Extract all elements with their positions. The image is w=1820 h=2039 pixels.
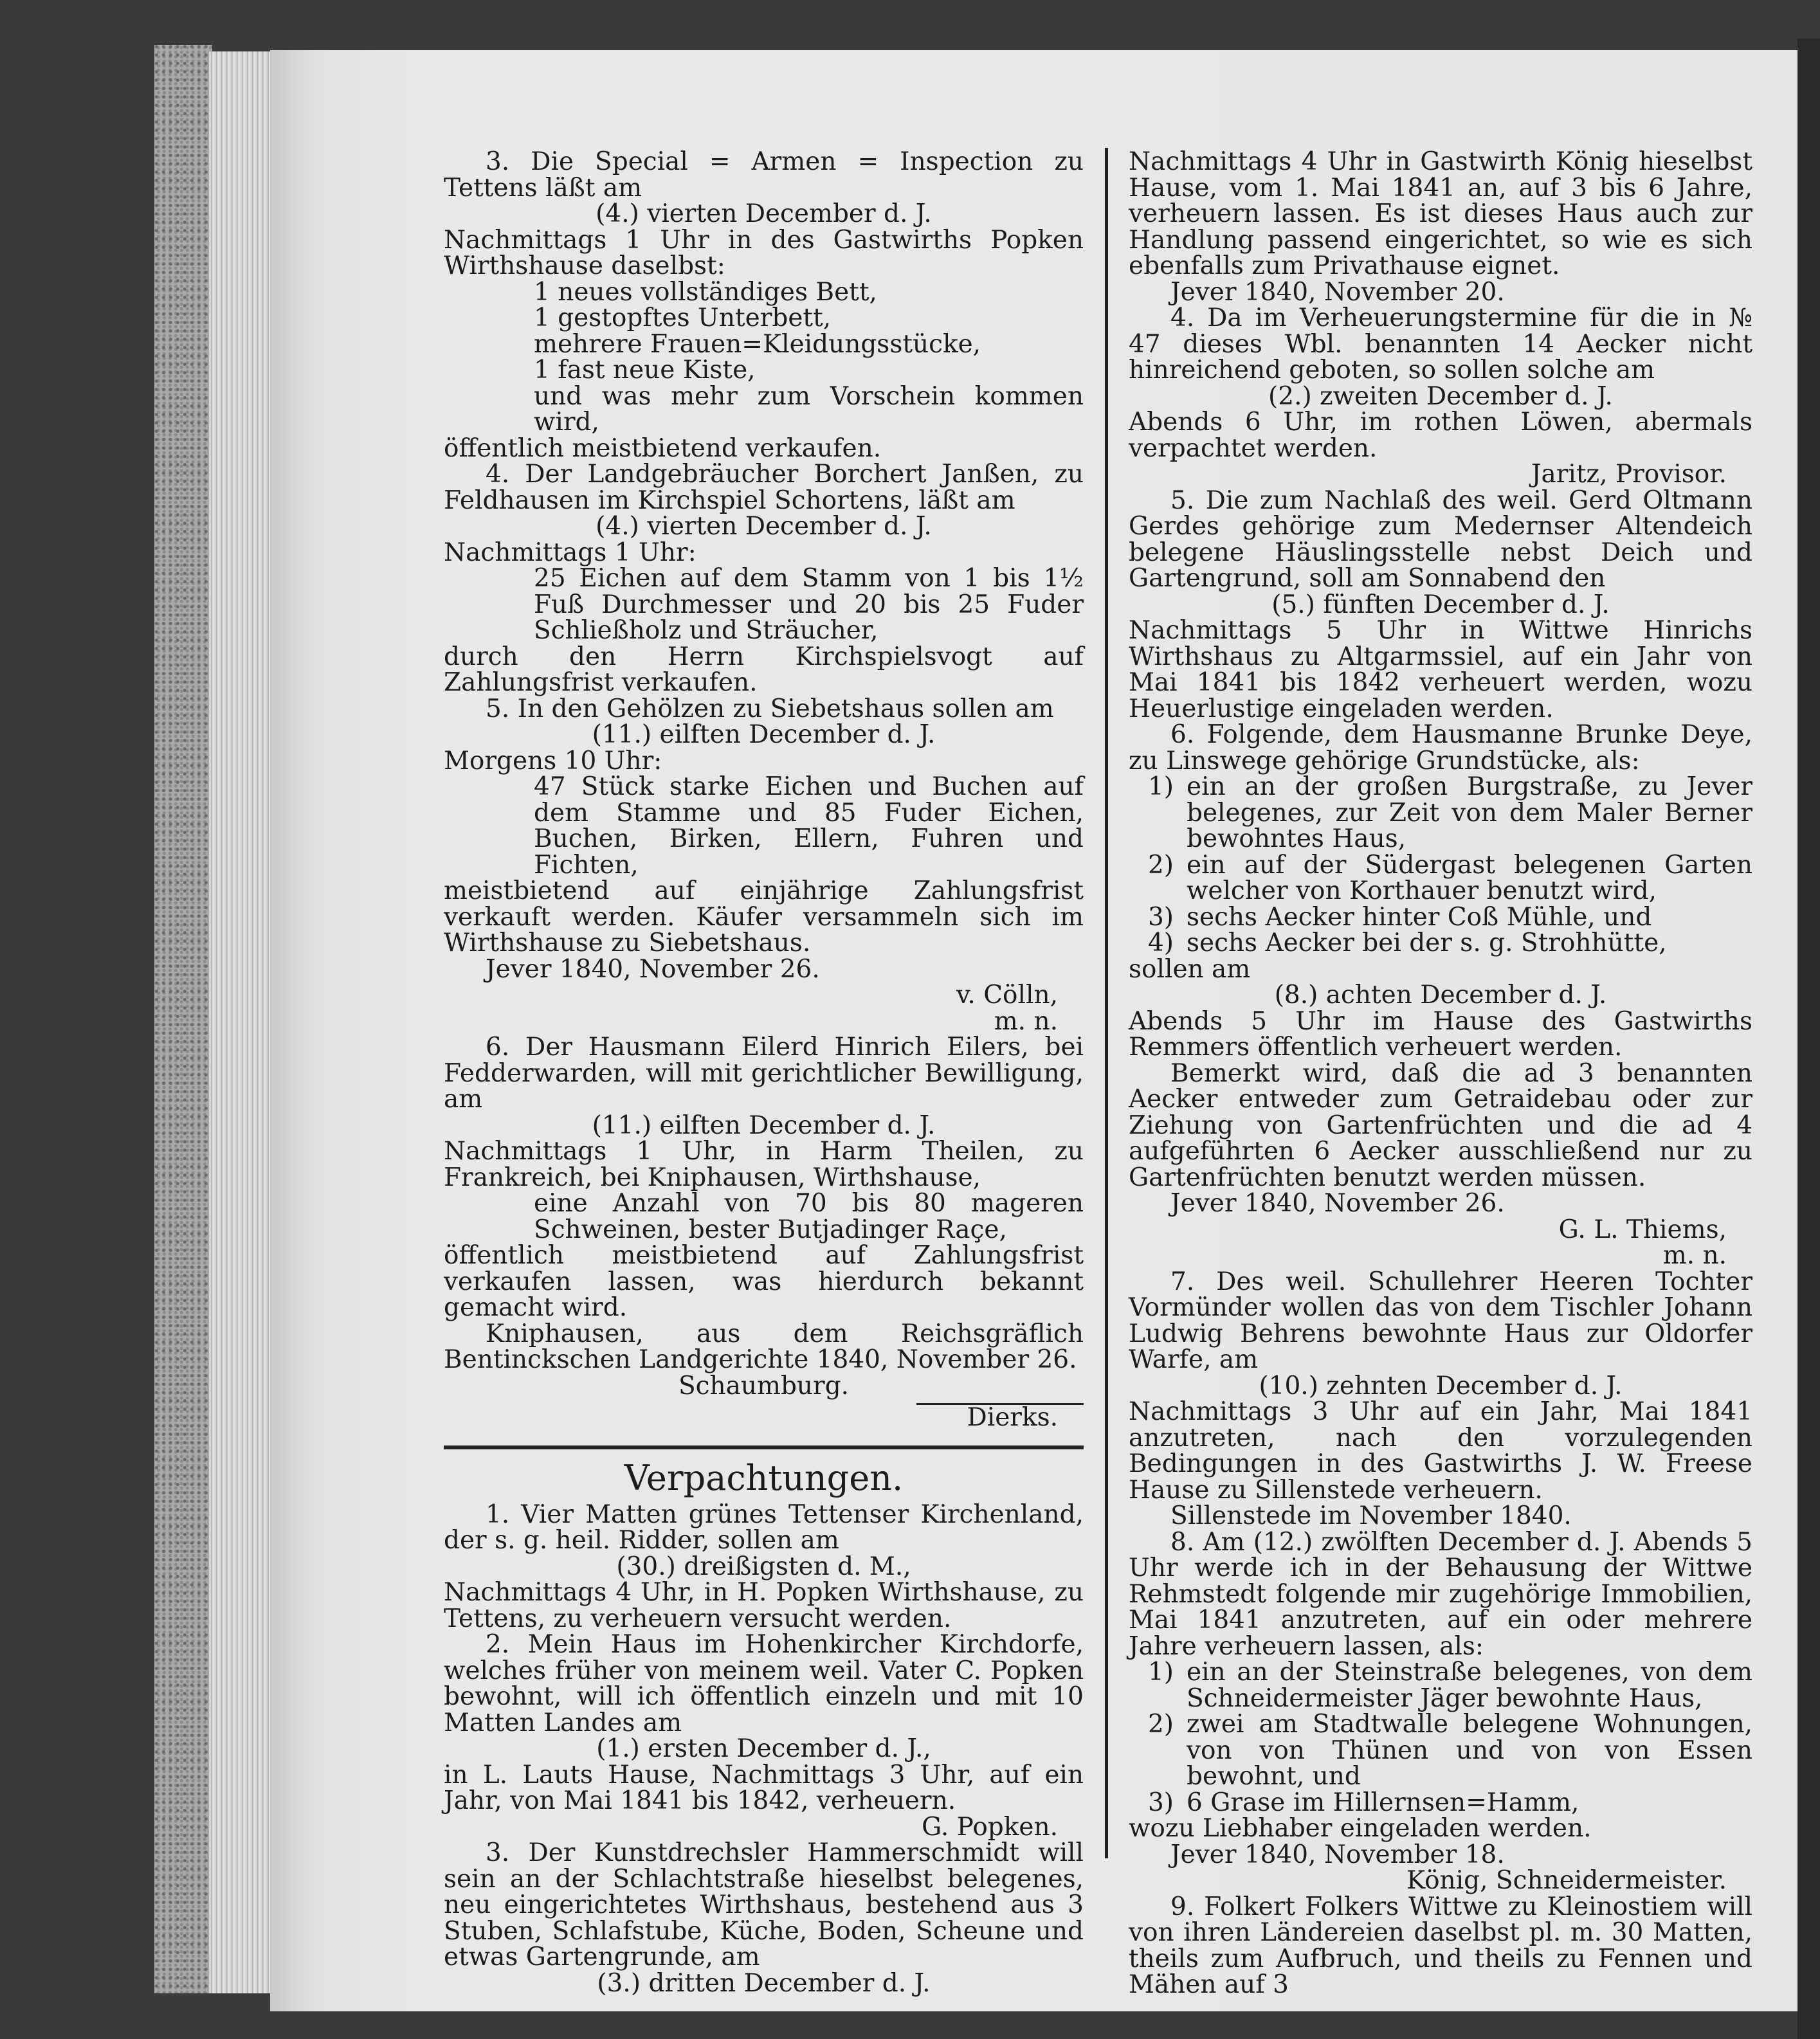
paragraph: 9. Folkert Folkers Wittwe zu Kleinostiem will von ihren Ländereien daselbst pl. m. 30 Matten, theils zum Aufbruch, und theils zu Fennen und Mähen auf 3 <box>1129 1892 1752 1999</box>
item-number: 3) <box>1147 902 1174 932</box>
paragraph-continuation: Nachmittags 4 Uhr in Gastwirth König hieselbst Hause, vom 1. Mai 1841 an, auf 3 bis 6 Jahre, verheuern lassen. Es ist dieses Haus auch zur Handlung passend eingerichtet, so wie es sich ebenfalls zum Privathause eignet. <box>1129 147 1752 280</box>
indented-line: mehrere Frauen=Kleidungsstücke, <box>534 329 981 359</box>
paragraph: Jever 1840, November 26. <box>486 954 820 984</box>
item-number: 1) <box>1147 772 1174 801</box>
paragraph: Bemerkt wird, daß die ad 3 benannten Aecker entweder zum Getraidebau oder zur Ziehung von Gartenfrüchten und die ad 4 aufgeführten 6 Aecker ausschließend nur zu Gartenfrüchten benutzt werden müssen. <box>1129 1058 1752 1192</box>
book-cover-board <box>154 45 212 1993</box>
date-line: (1.) ersten December d. J., <box>596 1734 931 1763</box>
signature: Dierks. <box>967 1403 1058 1432</box>
enumerated-item <box>1129 930 1752 957</box>
left-column-text-2 <box>444 1502 1084 1997</box>
column-divider <box>1105 148 1108 1858</box>
paragraph: 3. Die Special = Armen = Inspection zu Tettens läßt am <box>444 147 1084 203</box>
section-divider <box>444 1445 1084 1449</box>
signature: König, Schneidermeister. <box>1406 1866 1727 1895</box>
paragraph: 6. Der Hausmann Eilerd Hinrich Eilers, bei Fedderwarden, will mit gerichtlicher Bewilligung, am <box>444 1033 1084 1114</box>
paragraph: 2. Mein Haus im Hohenkircher Kirchdorfe, welches früher von meinem weil. Vater C. Popken bewohnt, will ich öffentlich einzeln und mit 10 Matten Landes am <box>444 1630 1084 1737</box>
paragraph-continuation: Nachmittags 3 Uhr auf ein Jahr, Mai 1841 anzutreten, nach den vorzulegenden Bedingungen in des Gastwirths J. W. Freese Hause zu Sillenstede verheuern. <box>1129 1397 1752 1505</box>
right-column-text <box>1129 149 1752 1998</box>
signature: G. Popken. <box>922 1812 1058 1842</box>
left-column <box>444 149 1084 1997</box>
enumerated-item <box>1129 774 1752 853</box>
date-line: Schaumburg. <box>678 1371 850 1400</box>
signature: G. L. Thiems, <box>1558 1215 1727 1244</box>
date-line: (4.) vierten December d. J. <box>596 512 932 541</box>
paragraph: 6. Folgende, dem Hausmanne Brunke Deye, zu Linswege gehörige Grundstücke, als: <box>1129 720 1752 775</box>
section-heading: Verpachtungen. <box>624 1457 904 1498</box>
item-number: 4) <box>1147 929 1174 957</box>
paragraph-continuation: wozu Liebhaber eingeladen werden. <box>1129 1814 1592 1843</box>
item-text: zwei am Stadtwalle belegene Wohnungen, von von Thünen und von von Essen bewohnt, und <box>1187 1710 1752 1791</box>
indented-line: 47 Stück starke Eichen und Buchen auf dem Stamme und 85 Fuder Eichen, Buchen, Birken, Ellern, Fuhren und Fichten, <box>534 772 1084 880</box>
item-text: sechs Aecker bei der s. g. Strohhütte, <box>1187 929 1667 957</box>
paragraph: Jever 1840, November 18. <box>1170 1840 1505 1869</box>
paragraph-continuation: in L. Lauts Hause, Nachmittags 3 Uhr, auf ein Jahr, von Mai 1841 bis 1842, verheuern. <box>444 1760 1084 1815</box>
paragraph: Jever 1840, November 20. <box>1170 277 1505 307</box>
paragraph-continuation: Nachmittags 1 Uhr, in Harm Theilen, zu Frankreich, bei Kniphausen, Wirthshause, <box>444 1137 1084 1192</box>
scan-background <box>1797 39 1820 2039</box>
paragraph: 5. In den Gehölzen zu Siebetshaus sollen am <box>486 694 1054 723</box>
signature: m. n. <box>1662 1241 1727 1270</box>
enumerated-item <box>1129 850 1752 905</box>
date-line: (8.) achten December d. J. <box>1274 981 1607 1010</box>
item-text: ein an der großen Burgstraße, zu Jever belegenes, zur Zeit von dem Maler Berner bewohntes Haus, <box>1187 772 1752 853</box>
paragraph-continuation: Abends 5 Uhr im Hause des Gastwirths Remmers öffentlich verheuert werden. <box>1129 1006 1752 1062</box>
paragraph: Kniphausen, aus dem Reichsgräflich Bentinckschen Landgerichte 1840, November 26. <box>444 1319 1084 1374</box>
indented-line: 1 neues vollständiges Bett, <box>534 277 877 307</box>
date-line: (5.) fünften December d. J. <box>1271 590 1610 619</box>
page-edges <box>209 51 280 1993</box>
paragraph-continuation: sollen am <box>1129 954 1251 984</box>
item-number: 2) <box>1147 1710 1174 1739</box>
date-line: (2.) zweiten December d. J. <box>1268 381 1613 411</box>
left-column-text <box>444 149 1084 1431</box>
paragraph-continuation: Nachmittags 5 Uhr in Wittwe Hinrichs Wirthshaus zu Altgarmssiel, auf ein Jahr von Mai 1841 bis 1842 verheuert werden, wozu Heuerlustige eingeladen werden. <box>1129 616 1752 723</box>
signature: v. Cölln, <box>956 981 1058 1010</box>
right-column <box>1129 149 1752 1998</box>
item-number: 3) <box>1147 1788 1174 1817</box>
item-text: ein an der Steinstraße belegenes, von dem Schneidermeister Jäger bewohnte Haus, <box>1187 1658 1752 1713</box>
paragraph: 4. Da im Verheuerungstermine für die in № 47 dieses Wbl. benannten 14 Aecker nicht hinreichend geboten, so sollen solche am <box>1129 304 1752 385</box>
paragraph: 5. Die zum Nachlaß des weil. Gerd Oltmann Gerdes gehörige zum Medernser Altendeich belegene Häuslingsstelle nebst Deich und Gartengrund, soll am Sonnabend den <box>1129 485 1752 593</box>
indented-line: 25 Eichen auf dem Stamm von 1 bis 1½ Fuß Durchmesser und 20 bis 25 Fuder Schließholz und Sträucher, <box>534 564 1084 645</box>
paragraph-continuation: Nachmittags 1 Uhr: <box>444 538 696 567</box>
indented-line: eine Anzahl von 70 bis 80 mageren Schweinen, bester Butjadinger Raçe, <box>534 1189 1084 1244</box>
paragraph-continuation: meistbietend auf einjährige Zahlungsfrist verkauft werden. Käufer versammeln sich im Wirthshause zu Siebetshaus. <box>444 876 1084 957</box>
date-line: (30.) dreißigsten d. M., <box>616 1552 911 1581</box>
item-number: 1) <box>1147 1658 1174 1687</box>
date-line: (3.) dritten December d. J. <box>597 1968 931 1998</box>
date-line: (11.) eilften December d. J. <box>592 1110 936 1140</box>
enumerated-item <box>1129 1660 1752 1712</box>
paragraph-continuation: Nachmittags 1 Uhr in des Gastwirths Popken Wirthshause daselbst: <box>444 225 1084 280</box>
date-line: (11.) eilften December d. J. <box>592 720 936 749</box>
paragraph: 4. Der Landgebräucher Borchert Janßen, zu Feldhausen im Kirchspiel Schortens, läßt am <box>444 460 1084 515</box>
indented-line: 1 fast neue Kiste, <box>534 356 756 385</box>
paragraph-continuation: durch den Herrn Kirchspielsvogt auf Zahlungsfrist verkaufen. <box>444 642 1084 697</box>
signature: m. n. <box>994 1006 1058 1036</box>
item-text: 6 Grase im Hillernsen=Hamm, <box>1187 1788 1579 1817</box>
paragraph: Jever 1840, November 26. <box>1170 1189 1505 1218</box>
indented-line: und was mehr zum Vorschein kommen wird, <box>534 381 1084 437</box>
date-line: (4.) vierten December d. J. <box>596 199 932 228</box>
paragraph: 8. Am (12.) zwölften December d. J. Abends 5 Uhr werde ich in der Behausung der Wittwe Rehmstedt folgende mir zugehörige Immobilien, Mai 1841 anzutreten, auf ein oder mehrere Jahre verheuern lassen, als: <box>1129 1527 1752 1661</box>
paragraph-continuation: Morgens 10 Uhr: <box>444 746 662 775</box>
paragraph: 7. Des weil. Schullehrer Heeren Tochter Vormünder wollen das von dem Tischler Johann Ludwig Behrens bewohnte Haus zur Oldorfer Warfe, am <box>1129 1267 1752 1374</box>
enumerated-item <box>1129 1790 1752 1817</box>
paragraph: 1. Vier Matten grünes Tettenser Kirchenland, der s. g. heil. Ridder, sollen am <box>444 1500 1084 1555</box>
paragraph-continuation: Abends 6 Uhr, im rothen Löwen, abermals verpachtet werden. <box>1129 408 1752 463</box>
item-text: ein auf der Südergast belegenen Garten welcher von Korthauer benutzt wird, <box>1187 850 1752 905</box>
indented-line: 1 gestopftes Unterbett, <box>534 304 832 332</box>
date-line: (10.) zehnten December d. J. <box>1259 1371 1623 1400</box>
paragraph-continuation: Nachmittags 4 Uhr, in H. Popken Wirthshause, zu Tettens, zu verheuern versucht werden. <box>444 1578 1084 1633</box>
paragraph: 3. Der Kunstdrechsler Hammerschmidt will sein an der Schlachtstraße hieselbst belegenes, neu eingerichtetes Wirthshaus, bestehend aus 3 Stuben, Schlafstube, Küche, Boden, Scheune und etwas Gartengrunde, am <box>444 1838 1084 1971</box>
paragraph: Sillenstede im November 1840. <box>1170 1501 1572 1530</box>
enumerated-item <box>1129 1712 1752 1790</box>
enumerated-item <box>1129 902 1752 932</box>
item-text: sechs Aecker hinter Coß Mühle, und <box>1187 902 1652 932</box>
paragraph-continuation: öffentlich meistbietend verkaufen. <box>444 433 882 463</box>
paragraph-continuation: öffentlich meistbietend auf Zahlungsfrist verkaufen lassen, was hierdurch bekannt gemacht wird. <box>444 1241 1084 1322</box>
item-number: 2) <box>1147 850 1174 880</box>
signature: Jaritz, Provisor. <box>1531 460 1727 489</box>
